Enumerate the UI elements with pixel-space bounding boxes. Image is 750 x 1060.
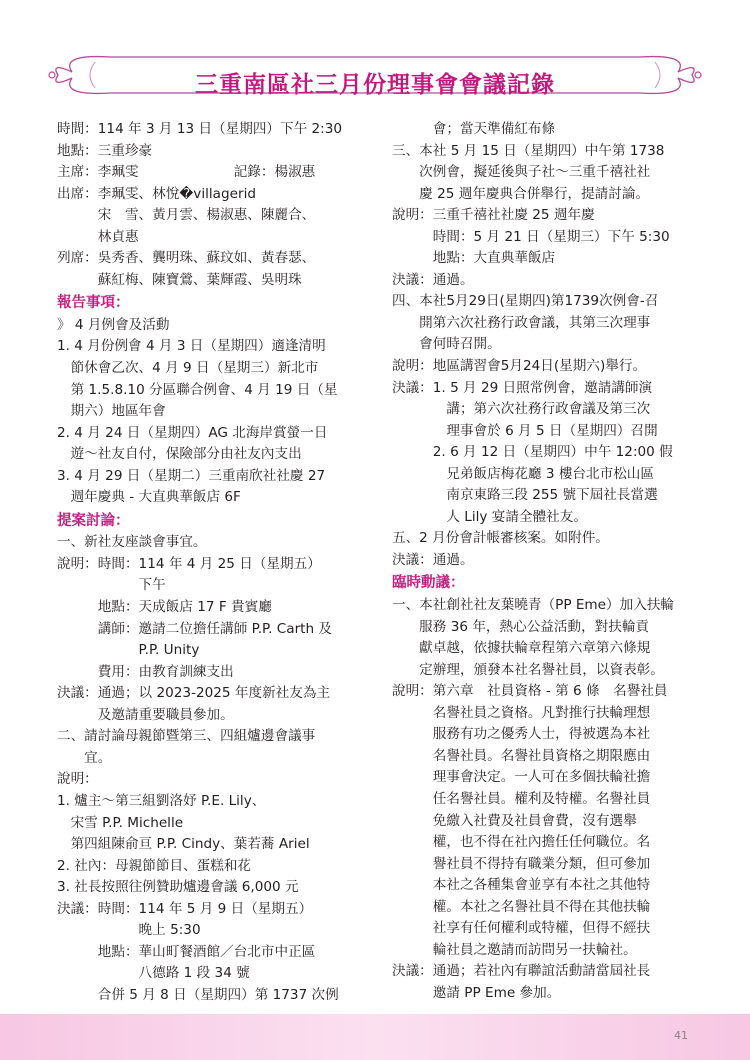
section-heading: 報告事項： [57,295,130,312]
text-line: 服務有功之優秀人士，得被選為本社 [392,726,651,743]
text-line: 理事會決定。一人可在多個扶輪社擔 [392,769,651,786]
text-line: 地點：大直典華飯店 [392,250,556,267]
text-line: 1. 4 月份例會 4 月 3 日（星期四）適逢清明 [57,338,326,355]
text-line: 宋 雪、黃月雲、楊淑惠、陳麗合、 [57,207,316,224]
text-line: 說明：三重千禧社社慶 25 週年慶 [392,207,595,224]
text-line: P.P. Unity [57,642,200,659]
text-line: 決議：通過。 [392,551,474,568]
text-line: 時間：114 年 3 月 13 日（星期四）下午 2:30 [57,121,343,137]
text-line: 說明：第六章 社員資格 - 第 6 條 名譽社員 [392,683,668,700]
text-line: 任名譽社員。權利及特權。名譽社員 [392,790,651,807]
text-line: 權。本社之名譽社員不得在其他扶輪 [392,898,651,915]
text-line: 主席：李珮雯 記錄：楊淑惠 [57,164,316,181]
page-title: 三重南區社三月份理事會會議記錄 [195,72,555,98]
text-line: 會；當天準備紅布條 [392,121,556,137]
text-line: 遊～社友自付，保險部分由社友內支出 [57,446,302,463]
footer-band [0,1014,750,1060]
text-line: 說明：地區講習會5月24日(星期六)舉行。 [392,358,647,375]
text-line: 宋雪 P.P. Michelle [57,814,184,831]
text-line: 第四組陳俞亘 P.P. Cindy、葉若蕎 Ariel [57,836,310,853]
text-line: 社享有任何權利或特權，但得不經扶 [392,920,651,937]
text-line: 五、2 月份會計帳審核案。如附件。 [392,530,609,547]
text-line: 時間：5 月 21 日（星期三）下午 5:30 [392,228,670,245]
text-line: 開第六次社務行政會議，其第三次理事 [392,314,651,331]
text-line: 講；第六次社務行政會議及第三次 [392,401,651,418]
text-line: 2. 6 月 12 日（星期四）中午 12:00 假 [392,444,673,461]
text-line: 名譽社員。名譽社員資格之期限應由 [392,747,651,764]
text-line: 邀請 PP Eme 參加。 [392,984,561,1001]
left-column [57,119,379,1006]
text-line: 出席：李珮雯、林悅�villagerid [57,185,256,202]
text-line: 八德路 1 段 34 號 [57,965,250,982]
right-column [392,119,712,1004]
text-line: 權，也不得在社內擔任任何職位。名 [392,834,651,851]
text-line: 四、本社5月29日(星期四)第1739次例會-召 [392,293,659,310]
text-line: 三、本社 5 月 15 日（星期四）中午第 1738 [392,142,665,159]
section-heading: 臨時動議： [392,575,465,592]
text-line: 理事會於 6 月 5 日（星期四）召開 [392,422,658,439]
text-line: 期六）地區年會 [57,403,166,420]
text-line: 名譽社員之資格。凡對推行扶輪理想 [392,704,651,721]
text-line: 列席：吳秀香、龔明珠、蘇玟如、黃春瑟、 [57,250,316,267]
text-line: 一、本社創社社友葉曉青（PP Eme）加入扶輪 [392,597,675,614]
text-line: 決議：時間：114 年 5 月 9 日（星期五） [57,900,313,917]
text-line: 週年慶典 - 大直典華飯店 6F [57,489,241,506]
text-line: 地點：三重珍豪 [57,142,153,159]
text-line: 輪社員之邀請而訪問另一扶輪社。 [392,941,637,958]
text-line: 說明：時間：114 年 4 月 25 日（星期五） [57,555,321,572]
text-line: 第 1.5.8.10 分區聯合例會、4 月 19 日（星 [57,381,338,398]
text-line: 說明： [57,771,98,788]
text-line: 人 Lily 宴請全體社友。 [392,508,587,525]
text-line: 》 4 月例會及活動 [57,316,170,333]
text-line: 譽社員不得持有職業分類，但可參加 [392,855,651,872]
text-line: 節休會乙次、4 月 9 日（星期三）新北市 [57,360,319,377]
text-line: 南京東路三段 255 號下屆社長當選 [392,487,658,504]
text-line: 宜。 [57,749,112,766]
text-line: 二、請討論母親節暨第三、四組爐邊會議事 [57,728,316,745]
text-line: 兄弟飯店梅花廳 3 樓台北市松山區 [392,465,654,482]
text-line: 本社之各種集會並享有本社之其他特 [392,877,651,894]
text-line: 慶 25 週年慶典合併舉行，提請討論。 [392,185,650,202]
text-line: 蘇紅梅、陳寶鶯、葉輝霞、吳明珠 [57,271,302,288]
text-line: 決議：通過；以 2023-2025 年度新社友為主 [57,685,331,702]
text-line: 獻卓越，依據扶輪章程第六章第六條規 [392,640,651,657]
text-line: 2. 4 月 24 日（星期四）AG 北海岸賞螢一日 [57,424,328,441]
text-line: 地點：華山町餐酒館／台北市中正區 [57,943,316,960]
text-line: 決議：1. 5 月 29 日照常例會，邀請講師演 [392,379,653,396]
text-line: 決議：通過。 [392,271,474,288]
text-line: 晚上 5:30 [57,922,201,939]
text-line: 服務 36 年，熱心公益活動，對扶輪貢 [392,618,650,635]
section-heading: 提案討論： [57,512,130,529]
text-line: 地點：天成飯店 17 F 貴賓廳 [57,599,272,616]
title-frame-ornament [0,0,750,125]
text-line: 費用：由教育訓練支出 [57,663,234,680]
page-number: 41 [674,1029,688,1042]
text-line: 定辦理，頒發本社名譽社員，以資表彰。 [392,661,664,678]
text-line: 一、新社友座談會事宜。 [57,534,207,551]
text-line: 會何時召開。 [392,336,501,353]
text-line: 決議：通過；若社內有聯誼活動請當屆社長 [392,963,651,980]
text-line: 免繳入社費及社員會費，沒有選舉 [392,812,637,829]
text-line: 3. 4 月 29 日（星期二）三重南欣社社慶 27 [57,467,326,484]
text-line: 講師：邀請二位擔任講師 P.P. Carth 及 [57,620,333,637]
text-line: 及邀請重要職員參加。 [57,706,234,723]
text-line: 林貞惠 [57,228,139,245]
text-line: 下午 [57,577,166,594]
text-line: 1. 爐主～第三組劉洛妤 P.E. Lily、 [57,792,266,809]
text-line: 3. 社長按照往例贊助爐邊會議 6,000 元 [57,879,299,896]
text-line: 合併 5 月 8 日（星期四）第 1737 次例 [57,986,339,1003]
text-line: 2. 社內：母親節節目、蛋糕和花 [57,857,252,874]
text-line: 次例會，擬延後與子社～三重千禧社社 [392,164,651,181]
